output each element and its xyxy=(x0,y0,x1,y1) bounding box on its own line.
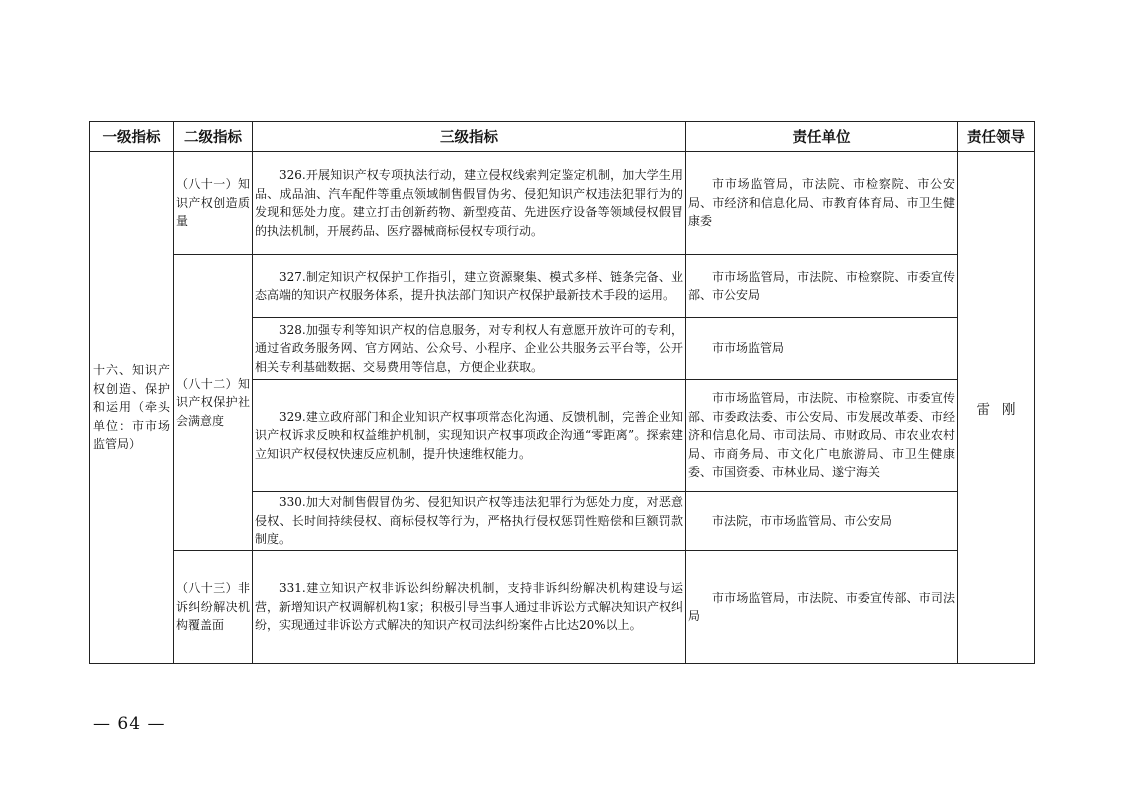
unit-text: 市法院，市市场监管局、市公安局 xyxy=(712,513,893,528)
unit-text: 市市场监管局 xyxy=(712,341,785,356)
level3-text: 329.建立政府部门和企业知识产权事项常态化沟通、反馈机制，完善企业知识产权诉求反映和权益维护机制，实现知识产权事项政企沟通“零距离”。探索建立知识产权侵权快速反应机制，提升快速维权能力。 xyxy=(255,409,683,461)
header-unit: 责任单位 xyxy=(686,122,958,152)
unit-text: 市市场监管局，市法院、市检察院、市委宣传部、市公安局 xyxy=(688,269,955,302)
level3-cell xyxy=(253,551,686,664)
leader-name: 雷刚 xyxy=(976,401,1028,418)
unit-cell xyxy=(686,551,958,664)
level2-text: （八十二）知识产权保护社会满意度 xyxy=(176,376,250,428)
level3-text: 328.加强专利等知识产权的信息服务，对专利权人有意愿开放许可的专利，通过省政务服务网、官方网站、公众号、小程序、企业公共服务云平台等，公开相关专利基础数据、交易费用等信息，方便企业获取。 xyxy=(255,322,683,374)
level3-cell xyxy=(253,380,686,492)
level3-cell xyxy=(253,318,686,380)
unit-cell xyxy=(686,255,958,318)
header-level2: 二级指标 xyxy=(174,122,253,152)
level3-cell xyxy=(253,255,686,318)
level2-cell xyxy=(174,551,253,664)
table-row xyxy=(90,551,1035,664)
level3-text: 326.开展知识产权专项执法行动，建立侵权线索判定鉴定机制，加大学生用品、成品油、汽车配件等重点领域制售假冒伪劣、侵犯知识产权违法犯罪行为的发现和惩处力度。建立打击创新药物、新型疫苗、先进医疗设备等领域侵权假冒的执法机制，开展药品、医疗器械商标侵权专项行动。 xyxy=(255,168,683,238)
level3-cell xyxy=(253,152,686,255)
level2-cell xyxy=(174,255,253,551)
leader-cell xyxy=(958,152,1035,664)
unit-cell xyxy=(686,318,958,380)
header-leader: 责任领导 xyxy=(958,122,1035,152)
level3-text: 330.加大对制售假冒伪劣、侵犯知识产权等违法犯罪行为惩处力度，对恶意侵权、长时间持续侵权、商标侵权等行为，严格执行侵权惩罚性赔偿和巨额罚款制度。 xyxy=(255,495,683,547)
level2-text: （八十一）知识产权创造质量 xyxy=(176,177,250,229)
table-row xyxy=(90,255,1035,318)
header-level3: 三级指标 xyxy=(253,122,686,152)
level2-cell xyxy=(174,152,253,255)
level2-text: （八十三）非诉纠纷解决机构覆盖面 xyxy=(176,581,250,633)
level3-text: 327.制定知识产权保护工作指引，建立资源聚集、模式多样、链条完备、业态高端的知识产权服务体系，提升执法部门知识产权保护最新技术手段的运用。 xyxy=(255,269,683,302)
header-level1: 一级指标 xyxy=(90,122,174,152)
table-row xyxy=(90,152,1035,255)
indicator-table xyxy=(89,121,1035,664)
unit-text: 市市场监管局，市法院、市检察院、市委宣传部、市委政法委、市公安局、市发展改革委、市经济和信息化局、市司法局、市财政局、市农业农村局、市商务局、市文化广电旅游局、市卫生健康委、市国资委、市林业局、遂宁海关 xyxy=(688,391,955,480)
unit-cell xyxy=(686,380,958,492)
page-number: — 64 — xyxy=(93,714,166,734)
unit-text: 市市场监管局，市法院、市委宣传部、市司法局 xyxy=(688,590,955,623)
header-row xyxy=(90,122,1035,152)
level1-cell xyxy=(90,152,174,664)
level1-text: 十六、知识产权创造、保护和运用（牵头单位：市市场监管局） xyxy=(93,363,170,452)
unit-cell xyxy=(686,492,958,551)
level3-cell xyxy=(253,492,686,551)
unit-cell xyxy=(686,152,958,255)
unit-text: 市市场监管局，市法院、市检察院、市公安局、市经济和信息化局、市教育体育局、市卫生健康委 xyxy=(688,177,955,229)
level3-text: 331.建立知识产权非诉讼纠纷解决机制，支持非诉纠纷解决机构建设与运营，新增知识产权调解机构1家；积极引导当事人通过非诉讼方式解决知识产权纠纷，实现通过非诉讼方式解决的知识产权司法纠纷案件占比达20%以上。 xyxy=(255,581,683,633)
